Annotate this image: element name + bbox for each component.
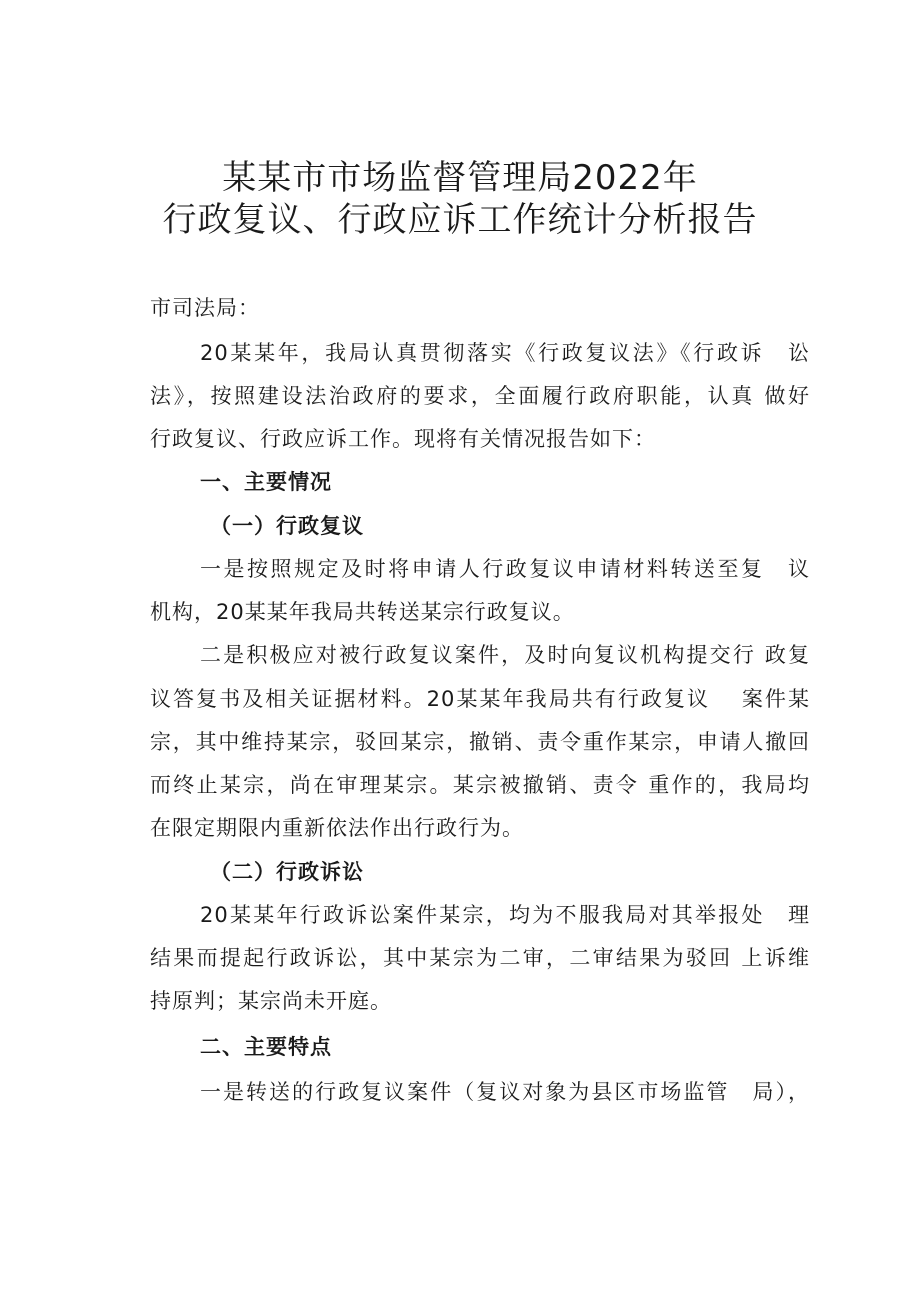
- document-title-line-2: 行政复议、行政应诉工作统计分析报告: [162, 200, 758, 240]
- document-title-line-1: 某某市市场监督管理局2022年: [222, 158, 698, 198]
- subsection-heading: （二）行政诉讼: [210, 860, 364, 884]
- paragraph-line: 20某某年行政诉讼案件某宗，均为不服我局对其举报处 理: [200, 903, 810, 927]
- paragraph-line: 持原判；某宗尚未开庭。: [150, 989, 392, 1013]
- paragraph-line: 行政复议、行政应诉工作。现将有关情况报告如下：: [150, 427, 656, 451]
- paragraph-line: 而终止某宗，尚在审理某宗。某宗被撤销、责令 重作的，我局均: [150, 773, 810, 797]
- subsection-heading: （一）行政复议: [210, 514, 364, 538]
- paragraph-line: 法》，按照建设法治政府的要求，全面履行政府职能，认真 做好: [150, 384, 810, 408]
- paragraph-line: 20某某年，我局认真贯彻落实《行政复议法》《行政诉 讼: [200, 341, 810, 365]
- paragraph-line: 一是转送的行政复议案件（复议对象为县区市场监管 局），: [200, 1080, 810, 1104]
- salutation: 市司法局：: [150, 296, 260, 320]
- paragraph-line: 一是按照规定及时将申请人行政复议申请材料转送至复 议: [200, 557, 810, 581]
- paragraph-line: 结果而提起行政诉讼，其中某宗为二审，二审结果为驳回 上诉维: [150, 946, 810, 970]
- paragraph-line: 机构，20某某年我局共转送某宗行政复议。: [150, 600, 575, 624]
- paragraph-line: 在限定期限内重新依法作出行政行为。: [150, 816, 524, 840]
- paragraph-line: 宗，其中维持某宗，驳回某宗，撤销、责令重作某宗，申请人撤回: [150, 730, 810, 754]
- section-heading: 一、主要情况: [200, 470, 332, 494]
- paragraph-line: 二是积极应对被行政复议案件，及时向复议机构提交行 政复: [200, 643, 810, 667]
- paragraph-line: 议答复书及相关证据材料。20某某年我局共有行政复议 案件某: [150, 687, 810, 711]
- section-heading: 二、主要特点: [200, 1035, 332, 1059]
